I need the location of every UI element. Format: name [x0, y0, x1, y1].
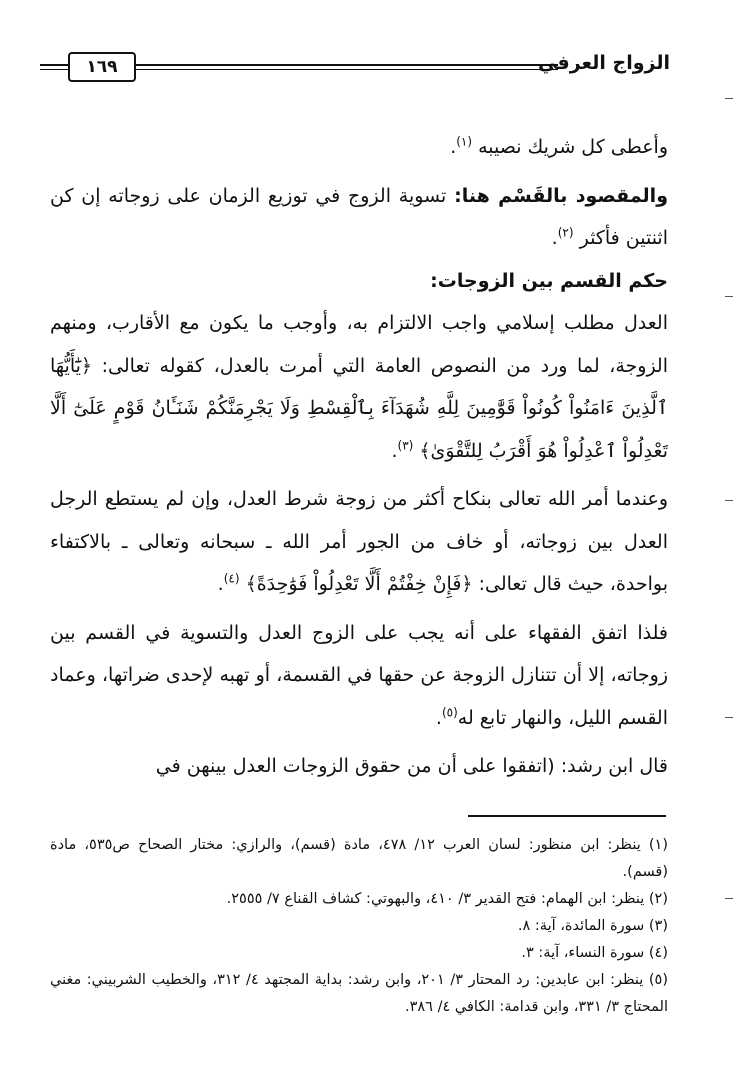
footnote-ref-1: (١) [456, 134, 473, 149]
header-rule [136, 64, 558, 70]
paragraph-5: فلذا اتفق الفقهاء على أنه يجب على الزوج العدل والتسوية في القسم بين زوجاته، إلا أن تتنازل الزوجة عن حقها في القسمة، أو تهبه لإحدى ضراتها، وعماد القسم الليل، والنهار تابع له$^{(٥)}$. [50, 621, 668, 729]
paragraph-4: وعندما أمر الله تعالى بنكاح أكثر من زوجة شرط العدل، وإن لم يستطع الرجل العدل بين زوجاته، أو خاف من الجور أمر الله ـ سبحانه وتعالى ـ بالاكتفاء بواحدة، حيث قال تعالى: ﴿فَإِنْ خِفْتُمْ أَلَّا تَعْدِلُواْ فَوَٰحِدَةً﴾ $^{(٤)}$. [50, 488, 668, 595]
section-heading: حكم القسم بين الزوجات: [430, 269, 668, 292]
page-number: ١٦٩ [68, 52, 136, 82]
header-rule-left [40, 64, 68, 70]
header-title: الزواج العرفي [538, 52, 670, 74]
quran-verse-2: ﴿فَإِنْ خِفْتُمْ أَلَّا تَعْدِلُواْ فَوَٰحِدَةً﴾ [245, 573, 473, 595]
footnote-3: (٣) سورة المائدة، آية: ٨. [517, 918, 668, 934]
footnotes [50, 832, 668, 1021]
running-header [40, 52, 670, 88]
footnote-ref-3: (٣) [397, 438, 414, 453]
paragraph-3-text: العدل مطلب إسلامي واجب الالتزام به، وأوجب ما يكون مع الأقارب، ومنهم الزوجة، لما ورد من النصوص العامة التي أمرت بالعدل، كقوله تعالى: [50, 312, 668, 377]
paragraph-2-text: تسوية الزوج في توزيع الزمان على زوجاته إن كن اثنتين فأكثر [50, 184, 668, 249]
margin-mark [725, 296, 733, 297]
definition-term: والمقصود بالقَسْم هنا: [454, 184, 669, 207]
paragraph-3: العدل مطلب إسلامي واجب الالتزام به، وأوجب ما يكون مع الأقارب، ومنهم الزوجة، لما ورد من النصوص العامة التي أمرت بالعدل، كقوله تعالى: ﴿يَٰٓأَيُّهَا ٱلَّذِينَ ءَامَنُواْ كُونُواْ قَوَّٰمِينَ لِلَّهِ شُهَدَآءَ بِٱلْقِسْطِ وَلَا يَجْرِمَنَّكُمْ شَنَـَٔانُ قَوْمٍ عَلَىٰٓ أَلَّا تَعْدِلُواْ ٱعْدِلُواْ هُوَ أَقْرَبُ لِلتَّقْوَىٰ﴾ $^{(٣)}$. [50, 312, 668, 462]
footnote-ref-5: (٥) [441, 705, 458, 720]
footnote-2: (٢) ينظر: ابن الهمام: فتح القدير ٣/ ٤١٠، والبهوتي: كشاف القناع ٧/ ٢٥٥٥. [226, 891, 668, 907]
quran-verse-1: ﴿يَٰٓأَيُّهَا ٱلَّذِينَ ءَامَنُواْ كُونُواْ قَوَّٰمِينَ لِلَّهِ شُهَدَآءَ بِٱلْقِسْطِ وَلَا يَجْرِمَنَّكُمْ شَنَـَٔانُ قَوْمٍ عَلَىٰٓ أَلَّا تَعْدِلُواْ ٱعْدِلُواْ هُوَ أَقْرَبُ لِلتَّقْوَىٰ﴾ [50, 354, 668, 462]
paragraph-5-text: فلذا اتفق الفقهاء على أنه يجب على الزوج العدل والتسوية في القسم بين زوجاته، إلا أن تتنازل الزوجة عن حقها في القسمة، أو تهبه لإحدى ضراتها، وعماد القسم الليل، والنهار تابع له [50, 621, 668, 729]
paragraph-2: والمقصود بالقَسْم هنا: تسوية الزوج في توزيع الزمان على زوجاته إن كن اثنتين فأكثر $^{(٢)}$. [50, 184, 669, 249]
paragraph-1: وأعطى كل شريك نصيبه $^{(١)}$. [450, 134, 668, 158]
footnote-ref-2: (٢) [557, 225, 574, 240]
margin-mark [725, 717, 733, 718]
footnote-1: (١) ينظر: ابن منظور: لسان العرب ١٢/ ٤٧٨، مادة (قسم)، والرازي: مختار الصحاح ص٥٣٥، مادة (قسم). [50, 837, 668, 880]
footnote-5: (٥) ينظر: ابن عابدين: رد المحتار ٣/ ٢٠١، وابن رشد: بداية المجتهد ٤/ ٣١٢، والخطيب الشربيني: مغني المحتاج ٣/ ٣٣١، وابن قدامة: الكافي ٤/ ٣٨٦. [50, 972, 669, 1015]
footnote-ref-4: (٤) [223, 571, 240, 586]
footnote-4: (٤) سورة النساء، آية: ٣. [521, 945, 668, 961]
main-text [50, 126, 668, 788]
margin-mark [725, 98, 733, 99]
margin-mark [725, 898, 733, 899]
footnote-separator [468, 815, 666, 817]
paragraph-6: قال ابن رشد: (اتفقوا على أن من حقوق الزوجات العدل بينهن في [155, 755, 668, 777]
margin-mark [725, 500, 733, 501]
paragraph-4-text: وعندما أمر الله تعالى بنكاح أكثر من زوجة شرط العدل، وإن لم يستطع الرجل العدل بين زوجاته، أو خاف من الجور أمر الله ـ سبحانه وتعالى ـ بالاكتفاء بواحدة، حيث قال تعالى: [50, 488, 668, 595]
paragraph-1-text: وأعطى كل شريك نصيبه [478, 136, 668, 158]
